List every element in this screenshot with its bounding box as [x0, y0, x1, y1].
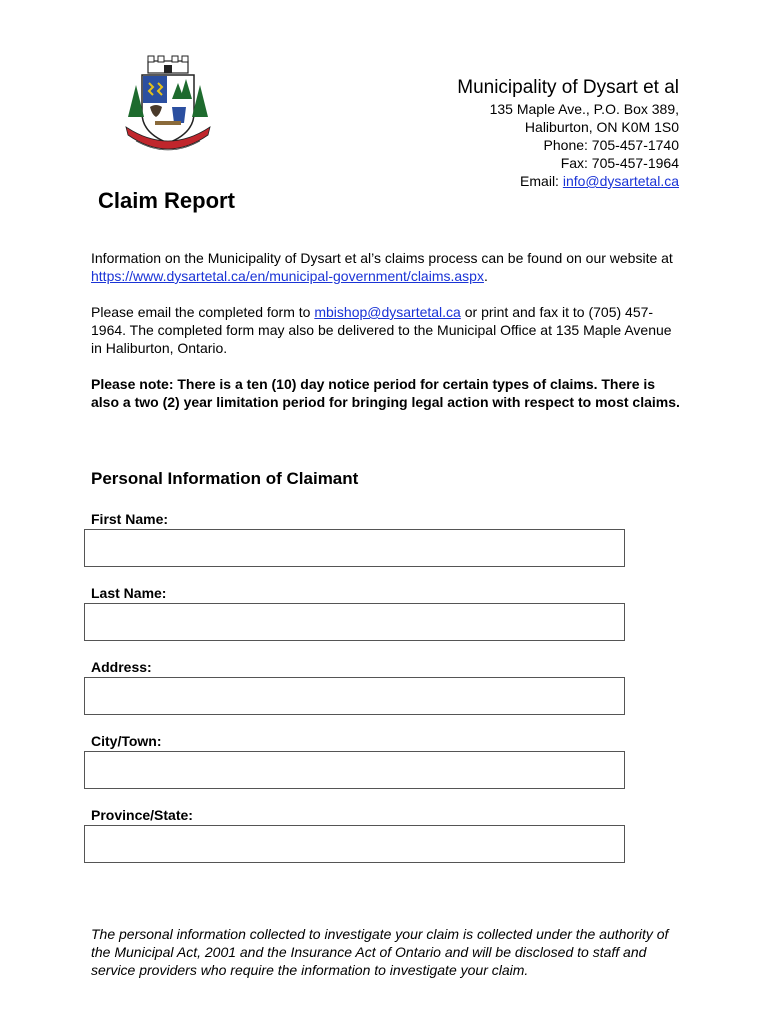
submission-email-link[interactable]: mbishop@dysartetal.ca [314, 304, 461, 320]
address-line-2: Haliburton, ON K0M 1S0 [524, 119, 679, 135]
municipal-crest-icon [122, 55, 214, 160]
first-name-field[interactable] [84, 529, 625, 567]
page-title: Claim Report [98, 188, 235, 213]
email-label: Email: [520, 173, 563, 189]
municipality-name: Municipality of Dysart et al [457, 77, 679, 98]
submission-text-before: Please email the completed form to [91, 304, 315, 320]
city-town-field[interactable] [84, 751, 625, 789]
privacy-notice: The personal information collected to investigate your claim is collected under the authority of the Municipal Act, 2001 and the Insurance Act of Ontario and will be disclosed to staff and service providers who require the information to investigate your claim. [91, 926, 669, 978]
city-town-label: City/Town: [91, 733, 162, 749]
province-state-field[interactable] [84, 825, 625, 863]
claims-website-link[interactable]: https://www.dysartetal.ca/en/municipal-government/claims.aspx [91, 268, 484, 284]
fax-number: Fax: 705-457-1964 [560, 155, 679, 171]
first-name-label: First Name: [91, 511, 169, 527]
last-name-field[interactable] [84, 603, 625, 641]
submission-paragraph [91, 303, 681, 357]
submission-text-after: or print and fax it to (705) 457-1964. The completed form may also be delivered to the Municipal Office at 135 Maple Avenue in Haliburton, Ontario. [91, 304, 672, 356]
email-line [457, 172, 679, 190]
intro-text: Information on the Municipality of Dysart et al’s claims process can be found on our website at [91, 250, 673, 266]
notice-period-note: Please note: There is a ten (10) day notice period for certain types of claims. There is also a two (2) year limitation period for bringing legal action with respect to most claims. [91, 376, 680, 410]
section-title: Personal Information of Claimant [91, 469, 359, 488]
address-label: Address: [91, 659, 152, 675]
intro-end: . [483, 268, 488, 284]
phone-number: Phone: 705-457-1740 [543, 137, 679, 153]
intro-paragraph [91, 249, 681, 285]
email-link[interactable]: info@dysartetal.ca [562, 173, 679, 189]
province-state-label: Province/State: [91, 807, 193, 823]
municipality-header [457, 76, 679, 190]
last-name-label: Last Name: [91, 585, 167, 601]
address-field[interactable] [84, 677, 625, 715]
address-line-1: 135 Maple Ave., P.O. Box 389, [489, 101, 679, 117]
